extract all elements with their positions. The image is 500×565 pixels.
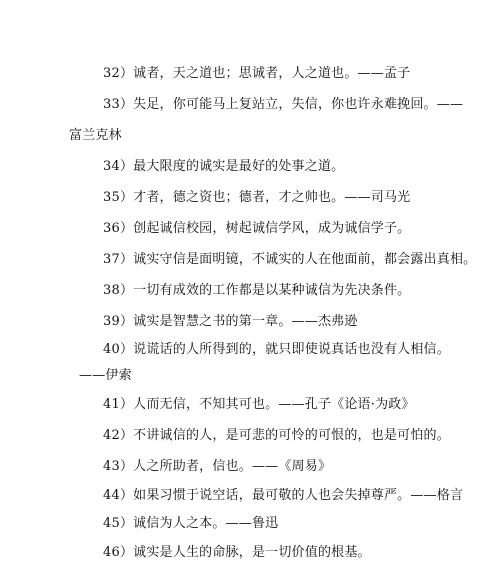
quote-33: 33）失足，你可能马上复站立，失信，你也许永难挽回。—— (103, 97, 464, 112)
quote-38: 38）一切有成效的工作都是以某种诚信为先决条件。 (103, 283, 411, 298)
quote-46: 46）诚实是人生的命脉，是一切价值的根基。 (103, 545, 371, 560)
quote-39: 39）诚实是智慧之书的第一章。——杰弗逊 (103, 314, 358, 329)
quote-33-continuation: 富兰克林 (69, 128, 122, 143)
quote-40-continuation: ——伊索 (79, 368, 132, 383)
quote-37: 37）诚实守信是面明镜，不诚实的人在他面前，都会露出真相。 (103, 252, 477, 267)
quote-43: 43）人之所助者，信也。——《周易》 (103, 459, 332, 474)
quote-40: 40）说谎话的人所得到的，就只即使说真话也没有人相信。 (103, 342, 450, 357)
quote-36: 36）创起诚信校园，树起诚信学风，成为诚信学子。 (103, 221, 411, 236)
quote-32: 32）诚者，天之道也；思诚者，人之道也。——孟子 (103, 66, 411, 81)
quote-44: 44）如果习惯于说空话，最可敬的人也会失掉尊严。——格言 (103, 488, 464, 503)
quote-45: 45）诚信为人之本。——鲁迅 (103, 516, 279, 531)
quote-35: 35）才者，德之资也；德者，才之帅也。——司马光 (103, 190, 411, 205)
quote-42: 42）不讲诚信的人，是可悲的可怜的可恨的，也是可怕的。 (103, 428, 450, 443)
quote-34: 34）最大限度的诚实是最好的处事之道。 (103, 159, 345, 174)
quote-41: 41）人而无信，不知其可也。——孔子《论语·为政》 (103, 397, 415, 412)
